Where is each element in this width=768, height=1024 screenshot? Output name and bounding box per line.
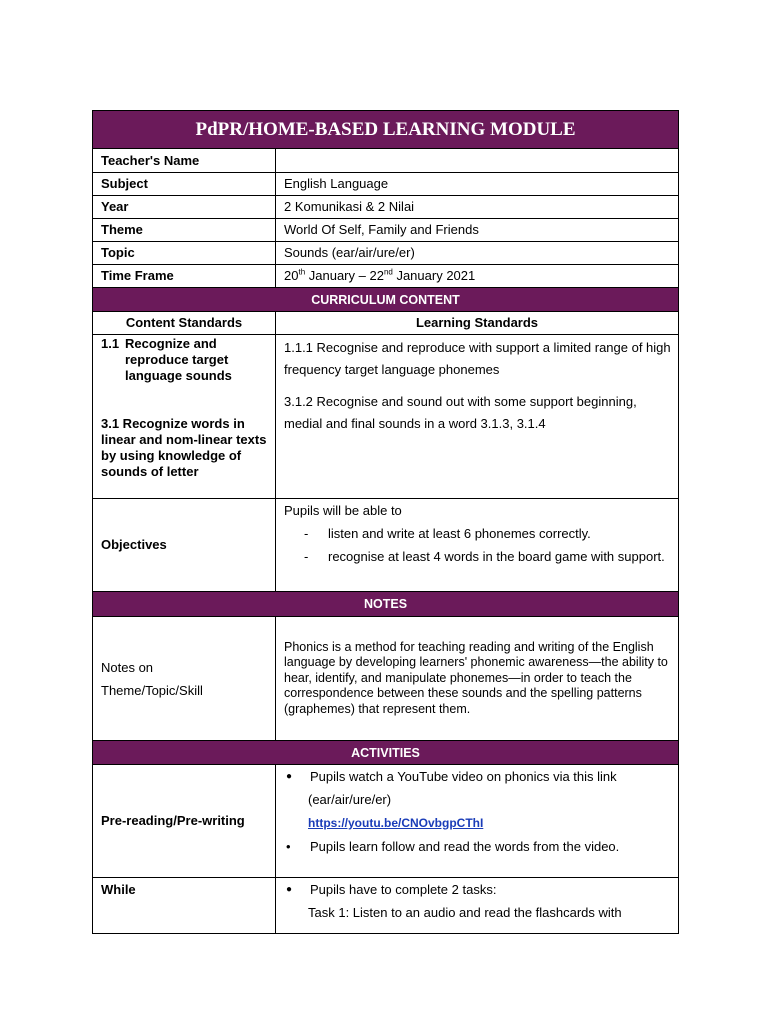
year-value: 2 Komunikasi & 2 Nilai	[276, 196, 679, 219]
content-standards-cell	[93, 335, 276, 499]
objectives-cell	[276, 499, 679, 592]
time-frame-value: 20th January – 22nd January 2021	[276, 265, 679, 288]
dash-mark: -	[304, 526, 309, 541]
while-cell	[276, 878, 679, 934]
subject-value: English Language	[276, 173, 679, 196]
content-standard-1: 1.1 Recognize and reproduce target language sounds	[101, 336, 232, 383]
activity-item: ● Pupils have to complete 2 tasks:	[284, 878, 678, 901]
teacher-name-value	[276, 149, 679, 173]
year-label: Year	[93, 196, 276, 219]
objective-item: - listen and write at least 6 phonemes correctly.	[284, 522, 678, 545]
youtube-link[interactable]: https://youtu.be/CNOvbgpCThI	[308, 816, 484, 830]
pre-reading-cell	[276, 765, 679, 878]
pre-reading-label: Pre-reading/Pre-writing	[93, 765, 276, 878]
teacher-name-label: Teacher's Name	[93, 149, 276, 173]
time-frame-label: Time Frame	[93, 265, 276, 288]
subject-label: Subject	[93, 173, 276, 196]
activity-item: • Pupils learn follow and read the words from the video.	[284, 835, 678, 858]
while-task-1: Task 1: Listen to an audio and read the flashcards with	[308, 905, 622, 920]
objective-item: - recognise at least 4 words in the board game with support.	[284, 545, 678, 568]
bullet-icon: ●	[286, 884, 293, 895]
learning-standards-cell	[276, 335, 679, 499]
topic-value: Sounds (ear/air/ure/er)	[276, 242, 679, 265]
content-standard-2: 3.1 Recognize words in linear and nom-linear texts by using knowledge of sounds of letter	[101, 416, 267, 479]
learning-standard-2: 3.1.2 Recognise and sound out with some support beginning, medial and final sounds in a word 3.1.3, 3.1.4	[284, 394, 637, 431]
module-title: PdPR/HOME-BASED LEARNING MODULE	[93, 111, 679, 149]
activity-sound-list: (ear/air/ure/er)	[308, 792, 392, 807]
objectives-intro: Pupils will be able to	[284, 503, 402, 518]
module-table	[92, 110, 679, 934]
bullet-icon: ●	[286, 771, 293, 782]
learning-standard-1: 1.1.1 Recognise and reproduce with support a limited range of high frequency target language phonemes	[284, 340, 671, 377]
theme-value: World Of Self, Family and Friends	[276, 219, 679, 242]
while-label: While	[93, 878, 276, 934]
notes-label: Notes on Theme/Topic/Skill	[93, 617, 276, 741]
notes-text: Phonics is a method for teaching reading and writing of the English language by developing learners' phonemic awareness—the ability to hear, identify, and manipulate phonemes—in order to teach the correspondence between these sounds and the spelling patterns (graphemes) that represent them.	[276, 617, 679, 741]
activities-heading: ACTIVITIES	[93, 741, 679, 765]
content-standards-header: Content Standards	[93, 312, 276, 335]
objectives-label: Objectives	[93, 499, 276, 592]
dash-mark: -	[304, 549, 309, 564]
theme-label: Theme	[93, 219, 276, 242]
curriculum-heading: CURRICULUM CONTENT	[93, 288, 679, 312]
activity-item: ● Pupils watch a YouTube video on phonics via this link	[284, 765, 678, 788]
topic-label: Topic	[93, 242, 276, 265]
learning-standards-header: Learning Standards	[276, 312, 679, 335]
bullet-icon: •	[286, 839, 291, 854]
notes-heading: NOTES	[93, 592, 679, 617]
